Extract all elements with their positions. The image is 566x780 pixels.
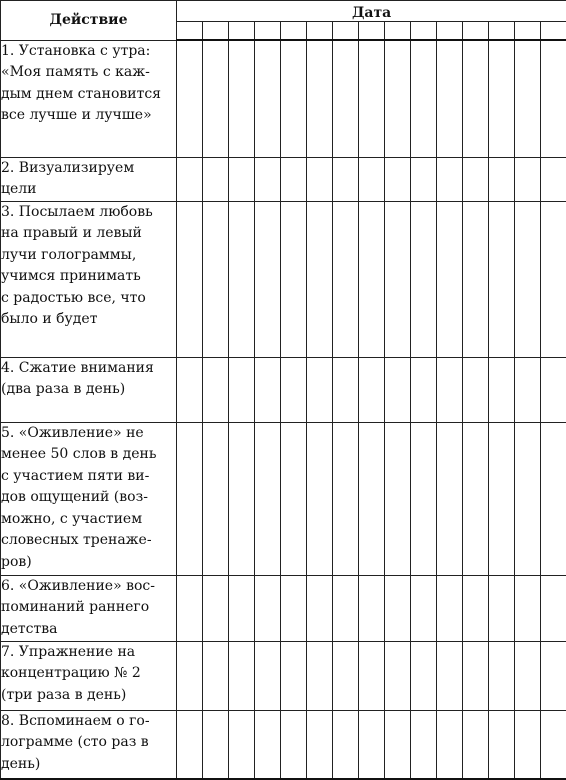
checkbox-cell[interactable]: [281, 422, 307, 575]
checkbox-cell[interactable]: [255, 357, 281, 422]
table-row: [1, 575, 566, 641]
date-slot: [307, 22, 333, 41]
checkbox-cell[interactable]: [255, 40, 281, 157]
checkbox-cell[interactable]: [385, 357, 411, 422]
checkbox-cell[interactable]: [463, 40, 489, 157]
checkbox-cell[interactable]: [489, 357, 515, 422]
checkbox-cell[interactable]: [203, 710, 229, 779]
checkbox-cell[interactable]: [281, 575, 307, 641]
date-slot: [541, 22, 566, 41]
date-slot: [281, 22, 307, 41]
checkbox-cell[interactable]: [229, 710, 255, 779]
checkbox-cell[interactable]: [177, 710, 203, 779]
checkbox-cell[interactable]: [515, 422, 541, 575]
checkbox-cell[interactable]: [437, 710, 463, 779]
checkbox-cell[interactable]: [203, 641, 229, 710]
checkbox-cell[interactable]: [307, 201, 333, 357]
checkbox-cell[interactable]: [515, 575, 541, 641]
checkbox-cell[interactable]: [307, 710, 333, 779]
checkbox-cell[interactable]: [333, 40, 359, 157]
checkbox-cell[interactable]: [359, 157, 385, 201]
checkbox-cell[interactable]: [411, 157, 437, 201]
checkbox-cell[interactable]: [515, 357, 541, 422]
checkbox-cell[interactable]: [333, 201, 359, 357]
checkbox-cell[interactable]: [333, 357, 359, 422]
table-row: [1, 641, 566, 710]
checkbox-cell[interactable]: [333, 157, 359, 201]
checkbox-cell[interactable]: [177, 157, 203, 201]
checkbox-cell[interactable]: [463, 422, 489, 575]
checkbox-cell[interactable]: [281, 201, 307, 357]
checkbox-cell[interactable]: [411, 201, 437, 357]
checkbox-cell[interactable]: [385, 422, 411, 575]
checkbox-cell[interactable]: [385, 201, 411, 357]
checkbox-cell[interactable]: [359, 710, 385, 779]
checkbox-cell[interactable]: [281, 641, 307, 710]
action-cell: 1. Установка с утра: «Моя память с каж- дым днем становится все лучше и лучше»: [1, 40, 177, 157]
checkbox-cell[interactable]: [411, 641, 437, 710]
checkbox-cell[interactable]: [437, 641, 463, 710]
checkbox-cell[interactable]: [307, 641, 333, 710]
header-row: [1, 1, 566, 22]
checkbox-cell[interactable]: [281, 40, 307, 157]
checkbox-cell[interactable]: [541, 641, 566, 710]
checkbox-cell[interactable]: [255, 201, 281, 357]
checkbox-cell[interactable]: [203, 422, 229, 575]
action-cell: 7. Упражнение на концентрацию № 2 (три раза в день): [1, 641, 177, 710]
checkbox-cell[interactable]: [385, 641, 411, 710]
date-slot: [255, 22, 281, 41]
checkbox-cell[interactable]: [177, 575, 203, 641]
checkbox-cell[interactable]: [255, 575, 281, 641]
checkbox-cell[interactable]: [333, 710, 359, 779]
checkbox-cell[interactable]: [177, 641, 203, 710]
checkbox-cell[interactable]: [203, 357, 229, 422]
checkbox-cell[interactable]: [359, 641, 385, 710]
checkbox-cell[interactable]: [489, 201, 515, 357]
action-cell: 5. «Оживление» не менее 50 слов в день с участием пяти ви- дов ощущений (воз- можно, с участием словесных тренаже- ров): [1, 422, 177, 575]
checkbox-cell[interactable]: [203, 157, 229, 201]
date-slot: [385, 22, 411, 41]
checkbox-cell[interactable]: [203, 575, 229, 641]
checkbox-cell[interactable]: [463, 575, 489, 641]
date-slot: [203, 22, 229, 41]
checkbox-cell[interactable]: [541, 40, 566, 157]
checkbox-cell[interactable]: [385, 710, 411, 779]
checkbox-cell[interactable]: [385, 575, 411, 641]
checkbox-cell[interactable]: [229, 201, 255, 357]
checkbox-cell[interactable]: [541, 575, 566, 641]
checkbox-cell[interactable]: [177, 40, 203, 157]
checkbox-cell[interactable]: [463, 201, 489, 357]
checkbox-cell[interactable]: [541, 710, 566, 779]
table-body: [1, 40, 566, 779]
checkbox-cell[interactable]: [463, 641, 489, 710]
table-row: [1, 422, 566, 575]
action-cell: 4. Сжатие внимания (два раза в день): [1, 357, 177, 422]
date-slot: [463, 22, 489, 41]
checkbox-cell[interactable]: [515, 157, 541, 201]
checkbox-cell[interactable]: [463, 357, 489, 422]
table-row: [1, 157, 566, 201]
checkbox-cell[interactable]: [255, 157, 281, 201]
checkbox-cell[interactable]: [437, 201, 463, 357]
checkbox-cell[interactable]: [255, 422, 281, 575]
checkbox-cell[interactable]: [437, 575, 463, 641]
checkbox-cell[interactable]: [229, 575, 255, 641]
checkbox-cell[interactable]: [385, 157, 411, 201]
checkbox-cell[interactable]: [229, 40, 255, 157]
checkbox-cell[interactable]: [489, 422, 515, 575]
checkbox-cell[interactable]: [307, 157, 333, 201]
checkbox-cell[interactable]: [541, 357, 566, 422]
action-column-header: Действие: [1, 1, 177, 41]
checkbox-cell[interactable]: [411, 710, 437, 779]
date-slot: [333, 22, 359, 41]
checkbox-cell[interactable]: [281, 357, 307, 422]
checkbox-cell[interactable]: [307, 575, 333, 641]
date-slot: [359, 22, 385, 41]
checkbox-cell[interactable]: [359, 575, 385, 641]
checkbox-cell[interactable]: [177, 422, 203, 575]
checkbox-cell[interactable]: [515, 40, 541, 157]
checkbox-cell[interactable]: [333, 641, 359, 710]
date-column-header: Дата: [177, 1, 566, 22]
checkbox-cell[interactable]: [463, 157, 489, 201]
checkbox-cell[interactable]: [203, 40, 229, 157]
checkbox-cell[interactable]: [359, 40, 385, 157]
checkbox-cell[interactable]: [541, 157, 566, 201]
checkbox-cell[interactable]: [203, 201, 229, 357]
checkbox-cell[interactable]: [307, 357, 333, 422]
table-row: [1, 40, 566, 157]
checkbox-cell[interactable]: [489, 575, 515, 641]
checkbox-cell[interactable]: [359, 422, 385, 575]
table-row: [1, 710, 566, 779]
checkbox-cell[interactable]: [489, 710, 515, 779]
action-cell: 8. Вспоминаем о го- лограмме (сто раз в день): [1, 710, 177, 779]
checkbox-cell[interactable]: [489, 157, 515, 201]
checkbox-cell[interactable]: [437, 40, 463, 157]
date-slot: [411, 22, 437, 41]
checkbox-cell[interactable]: [515, 201, 541, 357]
checkbox-cell[interactable]: [359, 357, 385, 422]
checkbox-cell[interactable]: [333, 575, 359, 641]
checkbox-cell[interactable]: [307, 40, 333, 157]
date-slot: [515, 22, 541, 41]
checkbox-cell[interactable]: [411, 357, 437, 422]
checkbox-cell[interactable]: [333, 422, 359, 575]
checkbox-cell[interactable]: [229, 422, 255, 575]
checkbox-cell[interactable]: [515, 641, 541, 710]
checkbox-cell[interactable]: [411, 422, 437, 575]
checkbox-cell[interactable]: [411, 40, 437, 157]
checkbox-cell[interactable]: [177, 357, 203, 422]
date-slot: [489, 22, 515, 41]
checkbox-cell[interactable]: [177, 201, 203, 357]
checkbox-cell[interactable]: [541, 422, 566, 575]
checkbox-cell[interactable]: [541, 201, 566, 357]
checkbox-cell[interactable]: [385, 40, 411, 157]
checkbox-cell[interactable]: [437, 157, 463, 201]
checkbox-cell[interactable]: [411, 575, 437, 641]
date-slot: [229, 22, 255, 41]
checkbox-cell[interactable]: [437, 422, 463, 575]
checkbox-cell[interactable]: [489, 40, 515, 157]
checkbox-cell[interactable]: [255, 710, 281, 779]
checkbox-cell[interactable]: [307, 422, 333, 575]
action-cell: 2. Визуализируем цели: [1, 157, 177, 201]
checkbox-cell[interactable]: [229, 157, 255, 201]
action-cell: 6. «Оживление» вос- поминаний раннего детства: [1, 575, 177, 641]
checkbox-cell[interactable]: [281, 157, 307, 201]
checkbox-cell[interactable]: [359, 201, 385, 357]
checkbox-cell[interactable]: [489, 641, 515, 710]
checkbox-cell[interactable]: [229, 357, 255, 422]
table-row: [1, 201, 566, 357]
checkbox-cell[interactable]: [437, 357, 463, 422]
checkbox-cell[interactable]: [463, 710, 489, 779]
checkbox-cell[interactable]: [281, 710, 307, 779]
date-slot: [437, 22, 463, 41]
checkbox-cell[interactable]: [255, 641, 281, 710]
action-cell: 3. Посылаем любовь на правый и левый лучи голограммы, учимся принимать с радостью все, что было и будет: [1, 201, 177, 357]
table-row: [1, 357, 566, 422]
date-slot: [177, 22, 203, 41]
checkbox-cell[interactable]: [229, 641, 255, 710]
checkbox-cell[interactable]: [515, 710, 541, 779]
